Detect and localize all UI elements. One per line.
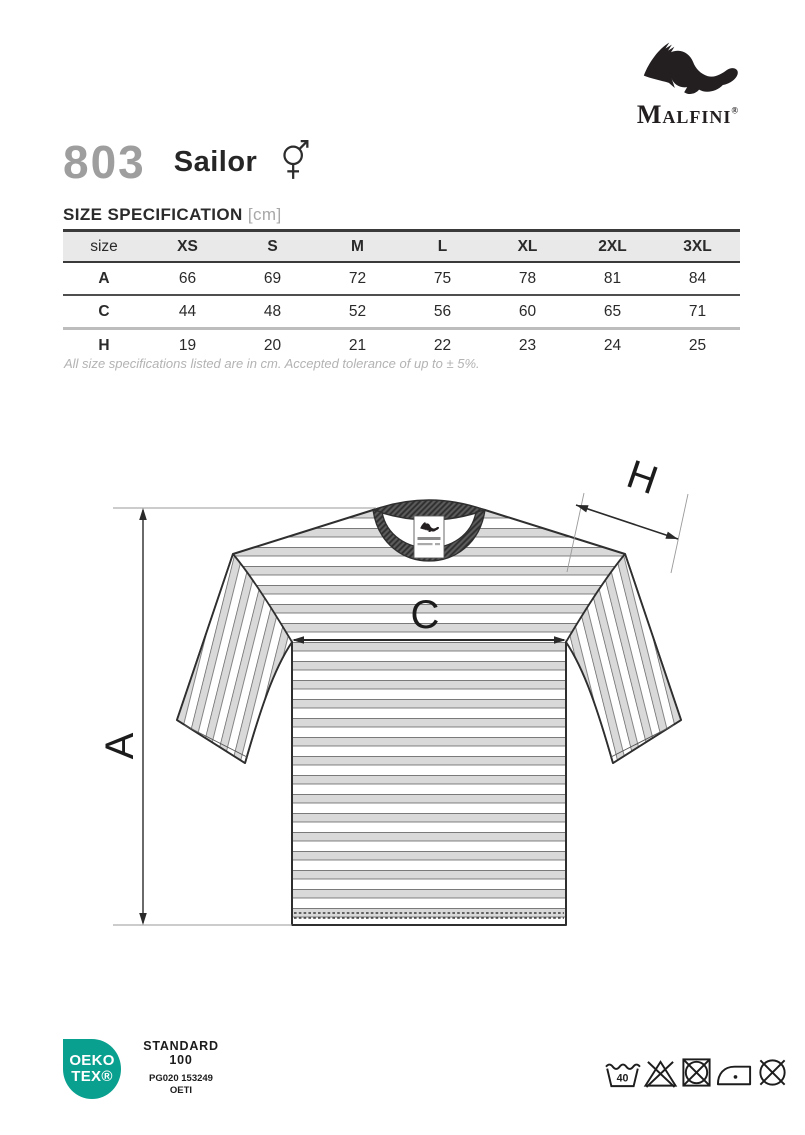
care-symbols [604,1056,789,1089]
standard-number: 100 [169,1053,193,1068]
eagle-icon [632,34,744,102]
do-not-tumble-dry-icon [680,1056,713,1089]
oeko-badge-line1: OEKO [69,1052,115,1070]
size-spec-heading [63,205,282,225]
row-label: H [98,337,110,354]
table-cell: 24 [603,337,622,354]
column-header: 3XL [683,238,712,255]
dimension-label-c: C [410,593,440,637]
table-cell: 65 [603,303,622,320]
size-table-header-row [63,232,740,263]
table-row [63,296,740,330]
table-cell: 22 [433,337,452,354]
iron-one-dot-icon [715,1059,754,1089]
table-row [63,263,740,296]
oeko-tex-badge [63,1039,121,1099]
row-label: C [98,303,110,320]
dimension-label-h: H [621,452,664,504]
table-cell: 84 [688,270,707,287]
do-not-dry-clean-icon [756,1056,789,1089]
brand-logo [612,34,764,128]
table-cell: 20 [263,337,282,354]
table-cell: 72 [348,270,367,287]
table-cell: 23 [518,337,537,354]
oeko-tex-text [135,1039,227,1097]
table-cell: 78 [518,270,537,287]
table-cell: 48 [263,303,282,320]
table-cell: 75 [433,270,452,287]
unit-label: [cm] [247,205,282,224]
row-label: A [98,270,110,287]
dimension-label-a: A [98,732,142,760]
wash-40-icon [604,1058,641,1089]
column-header: XS [177,238,198,255]
column-header: M [351,238,364,255]
certificate-code: PG020 153249 [149,1072,213,1084]
brand-name-text: Malfini [636,100,732,129]
registered-mark: ® [731,105,740,116]
neck-label [414,516,444,558]
oeko-badge-line2: TEX® [71,1068,113,1085]
column-header: size [90,238,118,255]
table-cell: 19 [178,337,197,354]
column-header: XL [517,238,538,255]
table-cell: 56 [433,303,452,320]
column-header: S [267,238,278,255]
size-spec-title-text: SIZE SPECIFICATION [63,205,243,224]
certificate-institute: OETI [169,1084,193,1096]
unisex-icon [279,137,313,183]
column-header: L [437,238,448,255]
tshirt-drawing [177,500,681,925]
table-cell: 25 [688,337,707,354]
standard-label: STANDARD [143,1039,219,1053]
table-cell: 71 [688,303,707,320]
table-cell: 52 [348,303,367,320]
brand-wordmark [612,102,764,128]
table-cell: 21 [348,337,367,354]
tshirt-diagram [95,452,715,942]
product-name: Sailor [173,145,258,178]
product-title [63,136,313,188]
column-header: 2XL [598,238,627,255]
do-not-bleach-icon [643,1058,678,1089]
table-cell: 66 [178,270,197,287]
table-cell: 81 [603,270,622,287]
table-cell: 44 [178,303,197,320]
product-code: 803 [63,136,146,188]
table-cell: 60 [518,303,537,320]
wash-temperature: 40 [616,1072,629,1085]
oeko-tex-certification [63,1039,227,1099]
size-table [63,229,740,361]
table-cell: 69 [263,270,282,287]
tolerance-footnote: All size specifications listed are in cm. Accepted tolerance of up to ± 5%. [64,356,480,371]
